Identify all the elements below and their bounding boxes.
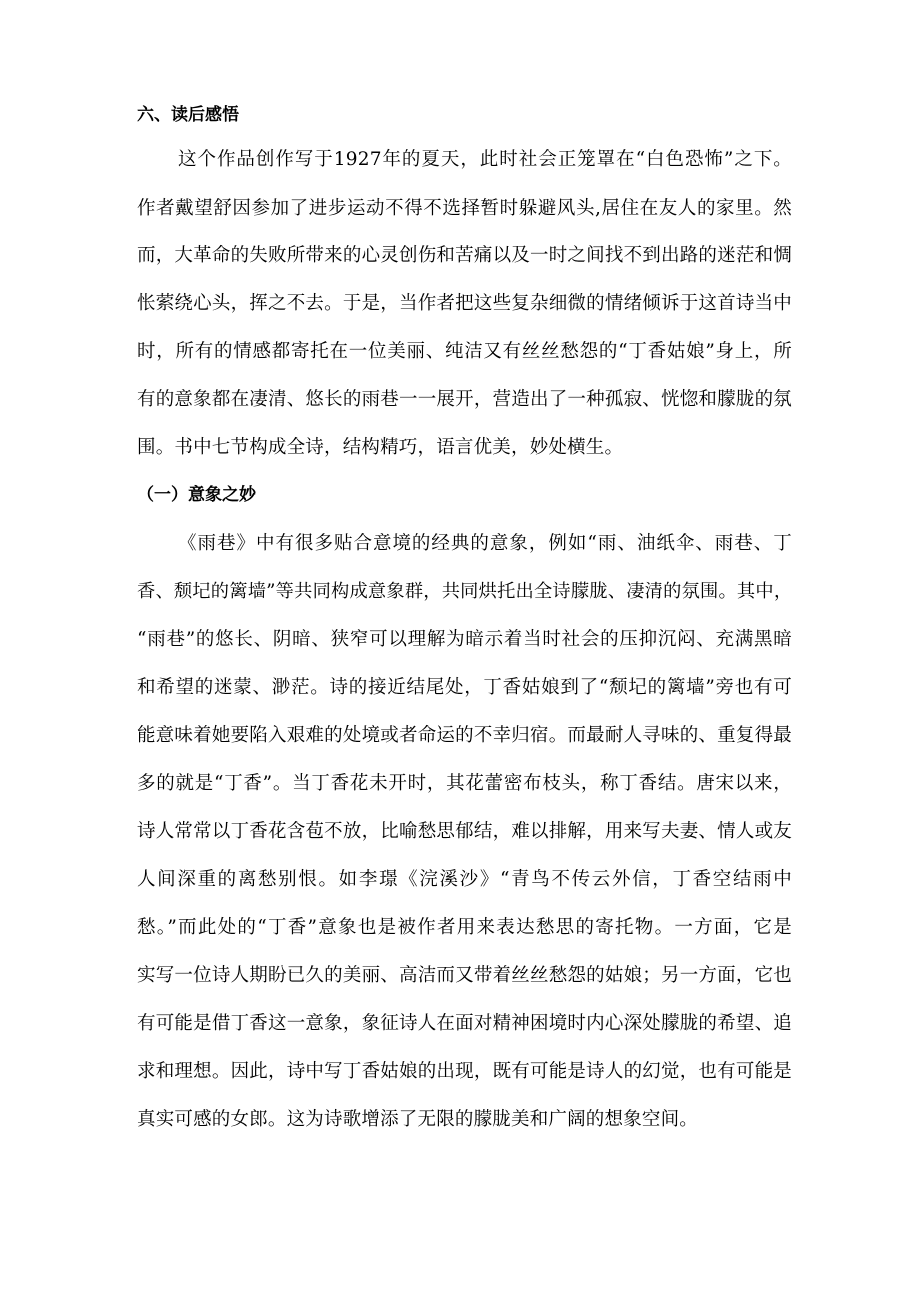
paragraph-line: 而，大革命的失败所带来的心灵创伤和苦痛以及一时之间找不到出路的迷茫和惆 — [137, 245, 792, 266]
paragraph-line: 多的就是“丁香”。当丁香花未开时，其花蕾密布枝头，称丁香结。唐宋以来， — [137, 773, 792, 794]
paragraph-line: 实写一位诗人期盼已久的美丽、高洁而又带着丝丝愁怨的姑娘；另一方面，它也 — [137, 965, 792, 986]
paragraph-line: 人间深重的离愁别恨。如李璟《浣溪沙》“青鸟不传云外信，丁香空结雨中 — [137, 869, 792, 890]
paragraph-line: 能意味着她要陷入艰难的处境或者命运的不幸归宿。而最耐人寻味的、重复得最 — [137, 725, 792, 746]
paragraph-line: 香、颓圮的篱墙”等共同构成意象群，共同烘托出全诗朦胧、凄清的氛围。其中， — [137, 581, 793, 602]
paragraph-line: 求和理想。因此，诗中写丁香姑娘的出现，既有可能是诗人的幻觉，也有可能是 — [137, 1061, 792, 1082]
paragraph-line: 作者戴望舒因参加了进步运动不得不选择暂时躲避风头,居住在友人的家里。然 — [137, 198, 792, 219]
paragraph-line: “雨巷”的悠长、阴暗、狭窄可以理解为暗示着当时社会的压抑沉闷、充满黑暗 — [137, 629, 792, 650]
paragraph-line: 有可能是借丁香这一意象，象征诗人在面对精神困境时内心深处朦胧的希望、追 — [137, 1013, 792, 1034]
paragraph-line: 《雨巷》中有很多贴合意境的经典的意象，例如“雨、油纸伞、雨巷、丁 — [178, 533, 792, 554]
paragraph-line: 这个作品创作写于1927年的夏天，此时社会正笼罩在“白色恐怖”之下。 — [178, 149, 792, 170]
paragraph-line: 怅萦绕心头，挥之不去。于是，当作者把这些复杂细微的情绪倾诉于这首诗当中 — [137, 293, 792, 314]
paragraph-line: 有的意象都在凄清、悠长的雨巷一一展开，营造出了一种孤寂、恍惚和朦胧的氛 — [137, 389, 792, 410]
section-heading: 六、读后感悟 — [137, 105, 239, 125]
subsection-heading: （一）意象之妙 — [137, 485, 256, 505]
paragraph-line: 围。书中七节构成全诗，结构精巧，语言优美，妙处横生。 — [137, 437, 624, 458]
paragraph-line: 诗人常常以丁香花含苞不放，比喻愁思郁结，难以排解，用来写夫妻、情人或友 — [137, 821, 792, 842]
paragraph-line: 时，所有的情感都寄托在一位美丽、纯洁又有丝丝愁怨的“丁香姑娘”身上，所 — [137, 341, 792, 362]
paragraph-line: 真实可感的女郎。这为诗歌增添了无限的朦胧美和广阔的想象空间。 — [137, 1109, 699, 1130]
paragraph-line: 愁。”而此处的“丁香”意象也是被作者用来表达愁思的寄托物。一方面，它是 — [137, 917, 792, 938]
paragraph-line: 和希望的迷蒙、渺茫。诗的接近结尾处，丁香姑娘到了“颓圮的篱墙”旁也有可 — [137, 677, 792, 698]
